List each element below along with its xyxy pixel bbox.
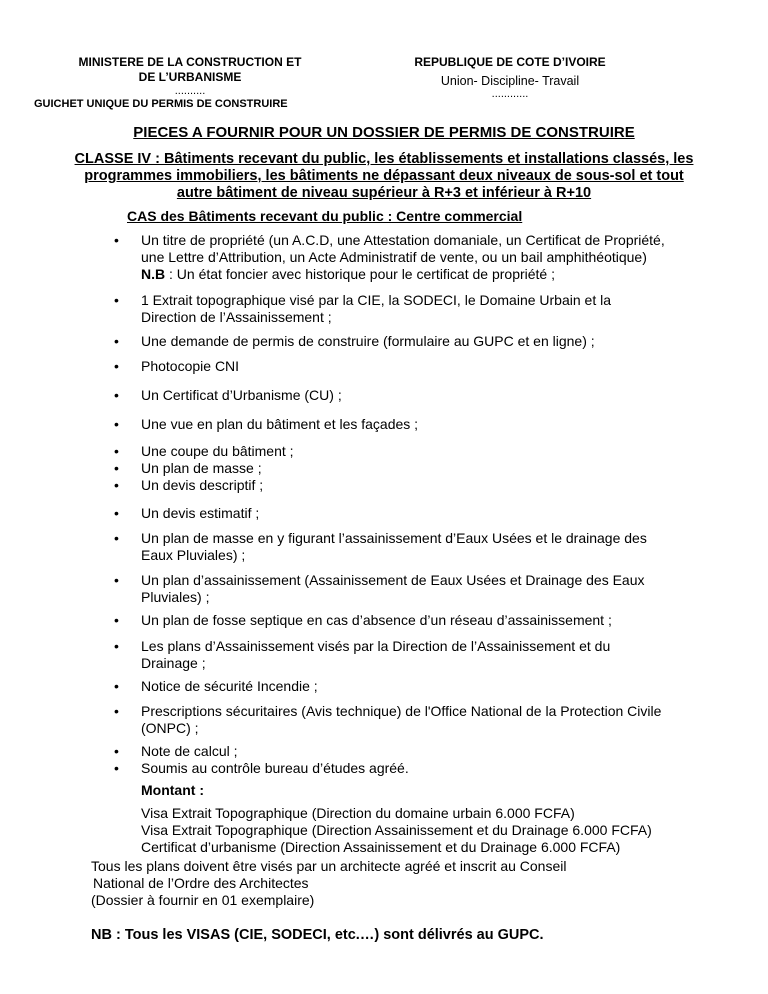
bullet: •: [114, 505, 119, 521]
montant-line: Visa Extrait Topographique (Direction du domaine urbain 6.000 FCFA): [141, 805, 575, 821]
bullet: •: [114, 292, 119, 308]
item-line: Un plan de masse en y figurant l’assainissement d’Eaux Usées et le drainage des: [141, 530, 647, 546]
bullet: •: [114, 416, 119, 432]
nb-text: : Un état foncier avec historique pour le certificat de propriété ;: [165, 266, 555, 282]
ministry-name: [40, 55, 340, 85]
item-line: Une demande de permis de construire (formulaire au GUPC et en ligne) ;: [141, 333, 595, 349]
item-line: Photocopie CNI: [141, 358, 240, 374]
item-line: Drainage ;: [141, 655, 206, 671]
footer-line: National de l’Ordre des Architectes: [93, 875, 309, 891]
classe-heading: [34, 151, 734, 202]
bullet: •: [114, 387, 119, 403]
nb-visas-note: NB : Tous les VISAS (CIE, SODECI, etc.…) sont délivrés au GUPC.: [91, 927, 544, 943]
montant-line: Visa Extrait Topographique (Direction Assainissement et du Drainage 6.000 FCFA): [141, 822, 652, 838]
item-line: Notice de sécurité Incendie ;: [141, 678, 318, 694]
bullet: •: [114, 333, 119, 349]
item-line: Un plan d’assainissement (Assainissement de Eaux Usées et Drainage des Eaux: [141, 572, 645, 588]
montant-lines: [141, 805, 741, 856]
footer-paragraph: [91, 858, 711, 909]
classe-line-1: CLASSE IV : Bâtiments recevant du public, les établissements et installations classés, les: [74, 151, 694, 167]
ministry-line-2: DE L’URBANISME: [138, 70, 242, 84]
item-line: Un Certificat d’Urbanisme (CU) ;: [141, 387, 342, 403]
item-line: Eaux Pluviales) ;: [141, 547, 246, 563]
bullet: •: [114, 358, 119, 374]
bullet: •: [114, 703, 119, 719]
item-line: Les plans d’Assainissement visés par la Direction de l’Assainissement et du: [141, 638, 611, 654]
footer-line: (Dossier à fournir en 01 exemplaire): [91, 892, 315, 908]
bullet: •: [114, 460, 119, 476]
item-line: Un devis estimatif ;: [141, 505, 260, 521]
item-line: Un plan de fosse septique en cas d’absence d’un réseau d’assainissement ;: [141, 612, 612, 628]
ministry-dots: ..........: [174, 85, 206, 97]
item-line: Une vue en plan du bâtiment et les façades ;: [141, 416, 419, 432]
guichet-unique: GUICHET UNIQUE DU PERMIS DE CONSTRUIRE: [34, 98, 288, 110]
republic-name: REPUBLIQUE DE COTE D’IVOIRE: [414, 55, 606, 69]
montant-label: Montant :: [141, 782, 204, 798]
item-line: Note de calcul ;: [141, 743, 238, 759]
bullet: •: [114, 530, 119, 546]
case-heading: CAS des Bâtiments recevant du public : Centre commercial: [127, 208, 523, 224]
item-line: Un titre de propriété (un A.C.D, une Attestation domaniale, un Certificat de Propriété,: [141, 232, 665, 248]
bullet: •: [114, 612, 119, 628]
bullet: •: [114, 572, 119, 588]
item-line: Prescriptions sécuritaires (Avis technique) de l'Office National de la Protection Civile: [141, 703, 662, 719]
bullet: •: [114, 443, 119, 459]
item-line: Un plan de masse ;: [141, 460, 262, 476]
bullet: •: [114, 638, 119, 654]
bullet: •: [114, 760, 119, 776]
item-line: Soumis au contrôle bureau d’études agréé.: [141, 760, 409, 776]
document-title: PIECES A FOURNIR POUR UN DOSSIER DE PERMIS DE CONSTRUIRE: [133, 124, 635, 141]
bullet: •: [114, 743, 119, 759]
national-motto: Union- Discipline- Travail: [440, 74, 580, 88]
nb-label: N.B: [141, 266, 166, 282]
item-line: une Lettre d’Attribution, un Acte Administratif de vente, ou un bail amphithéotique): [141, 249, 647, 265]
republic-dots: ............: [491, 88, 529, 100]
footer-line: Tous les plans doivent être visés par un architecte agréé et inscrit au Conseil: [91, 858, 567, 874]
item-line: Direction de l’Assainissement ;: [141, 309, 332, 325]
montant-line: Certificat d’urbanisme (Direction Assainissement et du Drainage 6.000 FCFA): [141, 839, 621, 855]
item-line: Pluviales) ;: [141, 589, 210, 605]
classe-line-3: autre bâtiment de niveau supérieur à R+3 et inférieur à R+10: [176, 185, 592, 201]
item-line: Un devis descriptif ;: [141, 477, 264, 493]
classe-line-2: programmes immobiliers, les bâtiments ne dépassant deux niveaux de sous-sol et tout: [84, 168, 684, 184]
bullet: •: [114, 477, 119, 493]
bullet: •: [114, 678, 119, 694]
item-line: (ONPC) ;: [141, 720, 199, 736]
ministry-line-1: MINISTERE DE LA CONSTRUCTION ET: [78, 55, 302, 69]
item-line: 1 Extrait topographique visé par la CIE, la SODECI, le Domaine Urbain et la: [141, 292, 612, 308]
bullet: •: [114, 232, 119, 248]
item-nb-line: [141, 266, 731, 283]
item-line: Une coupe du bâtiment ;: [141, 443, 294, 459]
